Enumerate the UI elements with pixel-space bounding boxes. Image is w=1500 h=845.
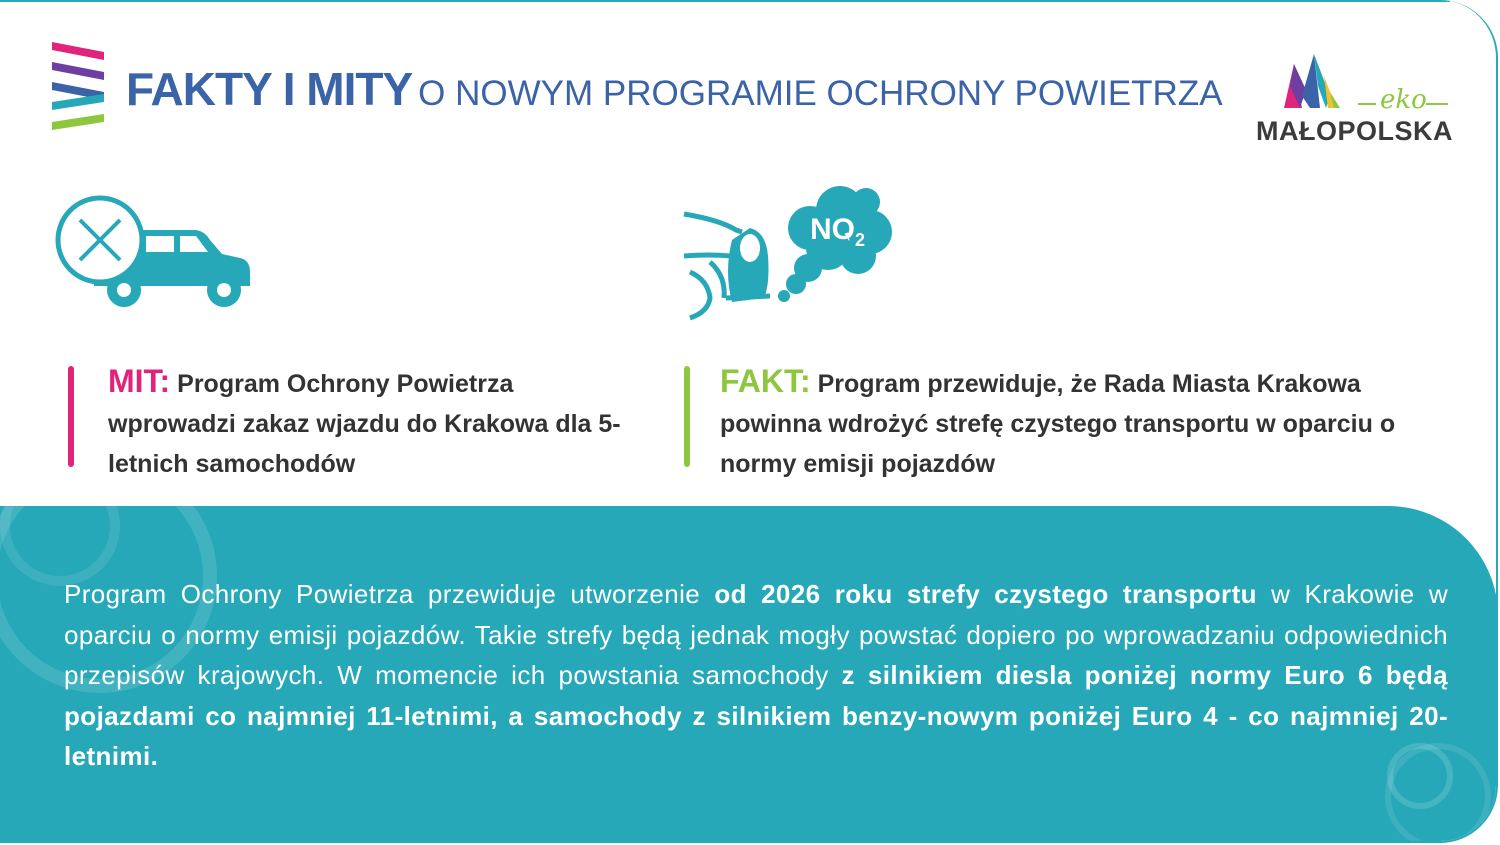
fakt-accent-bar (684, 366, 690, 467)
fakt-label: FAKT: (720, 363, 811, 399)
mit-label: MIT: (108, 363, 171, 399)
title-bold: FAKTY I MITY (126, 63, 413, 115)
fakt-block (720, 361, 1460, 484)
no2-text: NO (810, 213, 855, 246)
summary-bold1: od 2026 roku strefy czystego transportu (714, 579, 1257, 609)
summary-bold2: z silnikiem diesla poniżej normy Euro 6 będą pojazdami co najmniej 11-letnimi, a samochody z silnikiem benzy-nowym poniżej Euro 4 - co najmniej 20-letnimi. (64, 660, 1449, 771)
mit-block (108, 361, 628, 484)
mit-accent-bar (68, 366, 74, 467)
summary-part1: Program Ochrony Powietrza przewiduje utworzenie (64, 579, 715, 609)
banned-car-icon (54, 192, 254, 312)
no2-label (810, 213, 865, 251)
mit-text: Program Ochrony Powietrza wprowadzi zakaz wjazdu do Krakowa dla 5-letnich samochodów (108, 370, 621, 478)
no2-subscript: 2 (855, 230, 866, 250)
title-subtitle: O NOWYM PROGRAMIE OCHRONY POWIETRZA (418, 74, 1223, 113)
summary-text (64, 574, 1448, 777)
logo-name: MAŁOPOLSKA (1256, 116, 1453, 146)
logo-eko-text: eko (1380, 85, 1427, 115)
summary-part2: w Krakowie w oparciu o normy emisji pojazdów. Takie strefy będą jednak mogły powstać dopiero po wprowadzaniu odpowiednich przepisów krajowych. W momencie ich powstania samochody (64, 579, 1448, 690)
page-title (126, 62, 1223, 116)
fakt-text: Program przewiduje, że Rada Miasta Krakowa powinna wdrożyć strefę czystego transportu w oparciu o normy emisji pojazdów (720, 370, 1396, 478)
exhaust-pipe-icon (680, 180, 900, 325)
top-border (0, 0, 1450, 2)
stripes-logo-icon (52, 40, 104, 132)
